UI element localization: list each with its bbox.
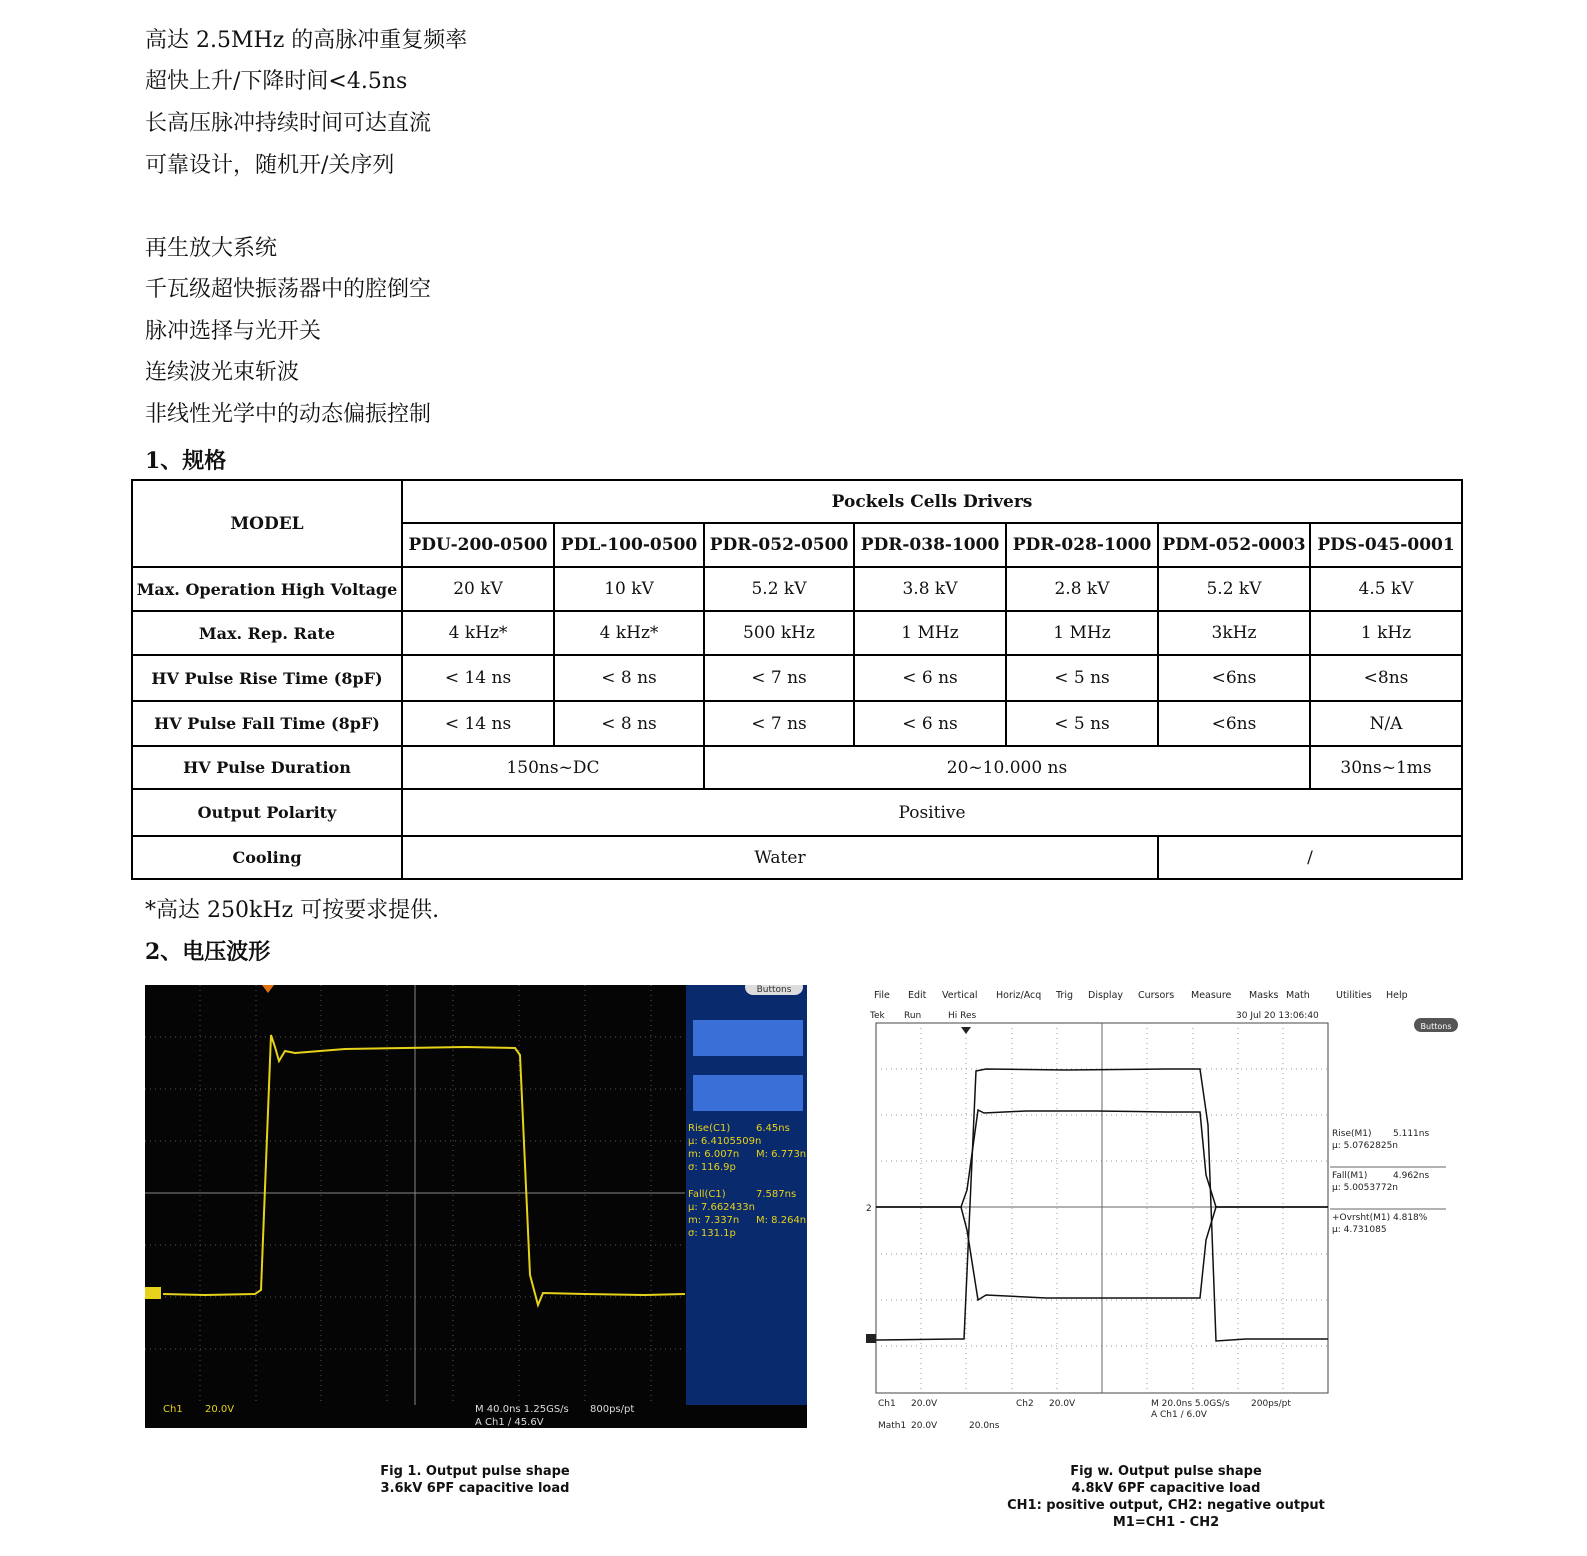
model-name: PDL-100-0500 [554, 523, 704, 567]
caption-line: 4.8kV 6PF capacitive load [1071, 1481, 1261, 1496]
scope2-menu-bar [874, 990, 1408, 1001]
status-mode: Hi Res [948, 1011, 977, 1021]
caption-line: CH1: positive output, CH2: negative output [1007, 1498, 1325, 1513]
status-datetime: 30 Jul 20 13:06:40 [1236, 1011, 1319, 1021]
meas-label: Rise(M1) [1332, 1129, 1372, 1139]
table-cell: N/A [1310, 701, 1462, 746]
menu-item[interactable]: Edit [908, 990, 927, 1001]
footnote: *高达 250kHz 可按要求提供. [145, 898, 440, 923]
model-name: PDR-052-0500 [704, 523, 854, 567]
status-math1-time: 20.0ns [969, 1421, 1000, 1430]
status-ch1: Ch1 [878, 1399, 896, 1409]
meas-value: 4.962ns [1393, 1171, 1430, 1181]
table-cell: Water [402, 836, 1158, 879]
application-5: 非线性光学中的动态偏振控制 [145, 402, 432, 427]
table-cell: 4 kHz* [554, 611, 704, 655]
meas-stat: m: 7.337n [688, 1215, 740, 1226]
meas-label: Fall(M1) [1332, 1171, 1368, 1181]
meas-stat: m: 6.007n [688, 1149, 740, 1160]
row-label-fall-time: HV Pulse Fall Time (8pF) [132, 701, 402, 746]
table-cell: 5.2 kV [1158, 567, 1310, 611]
row-label-rise-time: HV Pulse Rise Time (8pF) [132, 655, 402, 701]
caption-line: Fig 1. Output pulse shape [380, 1464, 570, 1479]
table-cell: 150ns~DC [402, 746, 704, 789]
status-math1: Math1 [878, 1421, 907, 1430]
meas-stat: σ: 131.1p [688, 1228, 736, 1239]
menu-item[interactable]: Utilities [1336, 990, 1372, 1001]
table-cell: 20 kV [402, 567, 554, 611]
application-3: 脉冲选择与光开关 [145, 319, 322, 344]
table-cell: < 5 ns [1006, 701, 1158, 746]
meas-label: Fall(C1) [688, 1189, 726, 1200]
model-name: PDR-038-1000 [854, 523, 1006, 567]
scope2-status-bar [878, 1399, 1291, 1430]
scope1-panel-button[interactable] [693, 1020, 803, 1056]
fig2-caption [981, 1463, 1351, 1531]
feature-1: 高达 2.5MHz 的高脉冲重复频率 [145, 28, 468, 53]
table-cell: < 8 ns [554, 655, 704, 701]
caption-line: M1=CH1 - CH2 [1112, 1515, 1220, 1530]
ch2-marker: 2 [866, 1204, 872, 1214]
table-cell: 4 kHz* [402, 611, 554, 655]
scope2-status-top [869, 1011, 1319, 1021]
menu-item[interactable]: Display [1088, 990, 1124, 1001]
status-ch2-scale: 20.0V [1049, 1399, 1076, 1409]
table-cell: < 6 ns [854, 701, 1006, 746]
application-2: 千瓦级超快振荡器中的腔倒空 [145, 277, 432, 302]
spec-table [131, 479, 1463, 880]
group-header: Pockels Cells Drivers [402, 480, 1462, 523]
scope1-buttons-label: Buttons [756, 985, 792, 995]
meas-value: 6.45ns [756, 1123, 790, 1134]
oscilloscope-screenshot-1 [145, 985, 807, 1428]
model-name: PDU-200-0500 [402, 523, 554, 567]
table-cell: 20~10.000 ns [704, 746, 1310, 789]
trigger-marker-icon [262, 985, 274, 993]
ch1-ground-marker-icon [145, 1287, 161, 1299]
scope1-status-bar [163, 1404, 634, 1428]
table-cell: < 14 ns [402, 655, 554, 701]
section-1-heading: 1、规格 [145, 448, 227, 474]
table-cell: 1 kHz [1310, 611, 1462, 655]
meas-stat: M: 8.264n [756, 1215, 807, 1226]
table-cell: 5.2 kV [704, 567, 854, 611]
model-header: MODEL [132, 480, 402, 567]
table-cell: 2.8 kV [1006, 567, 1158, 611]
meas-label: Rise(C1) [688, 1123, 731, 1134]
meas-stat: M: 6.773n [756, 1149, 807, 1160]
application-1: 再生放大系统 [145, 236, 278, 261]
table-cell: <6ns [1158, 655, 1310, 701]
feature-3: 长高压脉冲持续时间可达直流 [145, 111, 432, 136]
meas-value: 5.111ns [1393, 1129, 1430, 1139]
math-marker-icon [866, 1334, 876, 1343]
row-label-voltage: Max. Operation High Voltage [132, 567, 402, 611]
table-cell: 1 MHz [854, 611, 1006, 655]
meas-stat: μ: 5.0053772n [1332, 1183, 1398, 1193]
table-cell: 10 kV [554, 567, 704, 611]
table-cell: 30ns~1ms [1310, 746, 1462, 789]
status-ch1-scale: 20.0V [911, 1399, 938, 1409]
fig1-caption [325, 1463, 625, 1497]
menu-item[interactable]: Measure [1191, 990, 1232, 1001]
model-name: PDR-028-1000 [1006, 523, 1158, 567]
model-name: PDM-052-0003 [1158, 523, 1310, 567]
model-name: PDS-045-0001 [1310, 523, 1462, 567]
meas-stat: μ: 4.731085 [1332, 1225, 1387, 1235]
row-label-polarity: Output Polarity [132, 789, 402, 836]
table-cell: 3kHz [1158, 611, 1310, 655]
status-scale: 20.0V [205, 1404, 235, 1415]
feature-4: 可靠设计，随机开/关序列 [145, 153, 395, 178]
table-cell: < 14 ns [402, 701, 554, 746]
status-trigger: A Ch1 ∕ 6.0V [1151, 1410, 1207, 1420]
menu-item[interactable]: File [874, 990, 890, 1001]
caption-line: Fig w. Output pulse shape [1070, 1464, 1262, 1479]
application-4: 连续波光束斩波 [145, 360, 300, 385]
meas-stat: μ: 5.0762825n [1332, 1141, 1398, 1151]
status-run: Run [904, 1011, 922, 1021]
scope1-waveform [163, 1035, 685, 1305]
meas-value: 4.818% [1393, 1213, 1428, 1223]
scope1-panel-button[interactable] [693, 1075, 803, 1111]
oscilloscope-screenshot-2 [866, 985, 1466, 1430]
status-timebase: M 20.0ns 5.0GS/s [1151, 1399, 1230, 1409]
table-cell: 4.5 kV [1310, 567, 1462, 611]
scope2-measurements [1332, 1129, 1429, 1235]
table-cell: / [1158, 836, 1462, 879]
status-timebase: M 40.0ns 1.25GS/s [475, 1404, 569, 1415]
table-cell: < 5 ns [1006, 655, 1158, 701]
status-resolution: 800ps/pt [590, 1404, 635, 1415]
menu-item[interactable]: Math [1286, 990, 1310, 1001]
feature-2: 超快上升/下降时间<4.5ns [145, 69, 408, 94]
status-ch2: Ch2 [1016, 1399, 1034, 1409]
table-cell: 3.8 kV [854, 567, 1006, 611]
menu-item[interactable]: Cursors [1138, 990, 1175, 1001]
row-label-rep-rate: Max. Rep. Rate [132, 611, 402, 655]
status-brand: Tek [870, 1011, 885, 1021]
meas-stat: μ: 7.662433n [688, 1202, 755, 1213]
status-math1-scale: 20.0V [911, 1421, 938, 1430]
menu-item[interactable]: Masks [1249, 990, 1279, 1001]
row-label-cooling: Cooling [132, 836, 402, 879]
meas-stat: μ: 6.4105509n [688, 1136, 762, 1147]
meas-label: +Ovrsht(M1) [1332, 1213, 1391, 1223]
row-label-duration: HV Pulse Duration [132, 746, 402, 789]
menu-item[interactable]: Horiz/Acq [996, 990, 1042, 1001]
table-cell: <8ns [1310, 655, 1462, 701]
table-cell: 1 MHz [1006, 611, 1158, 655]
caption-line: 3.6kV 6PF capacitive load [380, 1481, 570, 1496]
menu-item[interactable]: Vertical [942, 990, 978, 1001]
status-channel: Ch1 [163, 1404, 183, 1415]
table-cell: Positive [402, 789, 1462, 836]
status-resolution: 200ps/pt [1251, 1399, 1291, 1409]
menu-item[interactable]: Help [1386, 990, 1408, 1001]
scope2-buttons-label: Buttons [1420, 1022, 1452, 1031]
menu-item[interactable]: Trig [1056, 990, 1073, 1001]
table-cell: < 7 ns [704, 655, 854, 701]
table-cell: < 7 ns [704, 701, 854, 746]
status-trigger: A Ch1 ∕ 45.6V [475, 1417, 544, 1428]
table-cell: 500 kHz [704, 611, 854, 655]
table-cell: <6ns [1158, 701, 1310, 746]
section-2-heading: 2、电压波形 [145, 939, 271, 965]
meas-value: 7.587ns [756, 1189, 797, 1200]
meas-stat: σ: 116.9p [688, 1162, 736, 1173]
table-cell: < 6 ns [854, 655, 1006, 701]
table-cell: < 8 ns [554, 701, 704, 746]
